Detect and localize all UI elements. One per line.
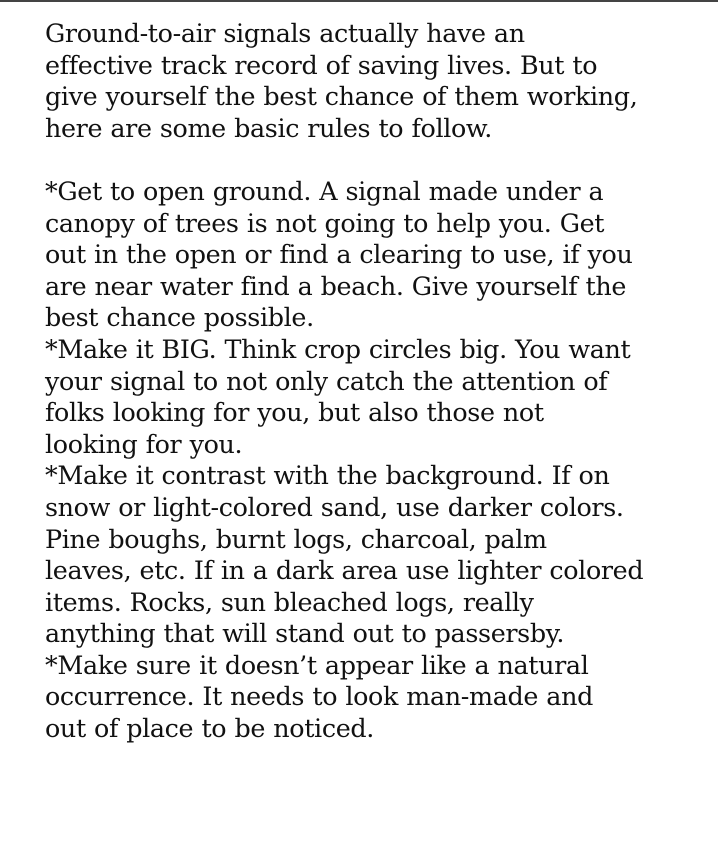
intro-line: effective track record of saving lives. But to [45, 49, 598, 80]
rule-line: folks looking for you, but also those not [45, 397, 544, 428]
rule-line: looking for you. [45, 428, 243, 459]
rule-line: snow or light-colored sand, use darker colors. [45, 491, 624, 522]
rule-line: Pine boughs, burnt logs, charcoal, palm [45, 523, 547, 554]
rule-line: your signal to not only catch the attention of [45, 365, 608, 396]
rule-line: out in the open or find a clearing to use, if you [45, 239, 633, 270]
rule-make-it-big [45, 334, 705, 460]
rule-man-made [45, 650, 705, 745]
rule-contrast [45, 460, 705, 650]
rule-line: items. Rocks, sun bleached logs, really [45, 586, 534, 617]
intro-line: give yourself the best chance of them working, [45, 81, 638, 112]
intro-line: Ground-to-air signals actually have an [45, 18, 525, 48]
document-body [45, 18, 705, 745]
rule-open-ground [45, 176, 705, 334]
rule-line: *Make sure it doesn’t appear like a natural [45, 649, 589, 680]
intro-paragraph [45, 18, 705, 144]
rule-line: canopy of trees is not going to help you. Get [45, 207, 605, 238]
rule-line: *Get to open ground. A signal made under a [45, 175, 604, 206]
rule-line: leaves, etc. If in a dark area use lighter colored [45, 555, 644, 586]
rule-line: occurrence. It needs to look man-made and [45, 681, 594, 712]
rule-line: out of place to be noticed. [45, 713, 374, 744]
rule-line: best chance possible. [45, 302, 314, 333]
rule-line: *Make it contrast with the background. If on [45, 460, 610, 491]
rule-line: are near water find a beach. Give yourself the [45, 270, 627, 301]
intro-line: here are some basic rules to follow. [45, 112, 493, 143]
rule-line: anything that will stand out to passersby. [45, 618, 565, 649]
rule-line: *Make it BIG. Think crop circles big. You want [45, 333, 631, 364]
